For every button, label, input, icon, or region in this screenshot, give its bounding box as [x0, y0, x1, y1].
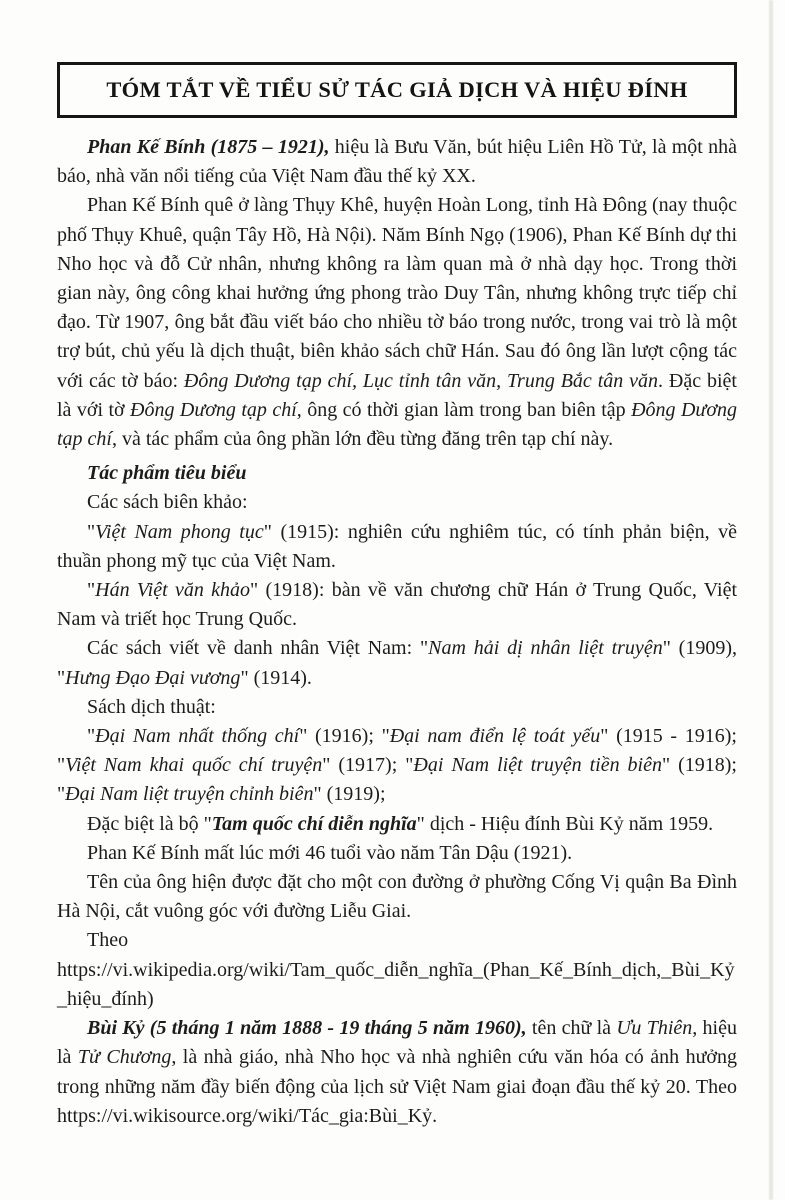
- text-run: " (1914).: [240, 666, 312, 689]
- text-run: " dịch - Hiệu đính Bùi Kỷ năm 1959.: [416, 812, 714, 835]
- text-run: Đại Nam liệt truyện chỉnh biên: [65, 783, 314, 806]
- text-run: Tên của ông hiện được đặt cho một con đường ở phường Cống Vị quận Ba Đình Hà Nội, cắt vuông góc với đường Liễu Giai.: [57, 871, 737, 923]
- text-run: Phan Kế Bính mất lúc mới 46 tuổi vào năm Tân Dậu (1921).: [87, 841, 573, 864]
- text-run: Tử Chương: [77, 1046, 172, 1069]
- text-run: ": [87, 520, 96, 543]
- text-run: ": [87, 725, 96, 748]
- text-run: Đại nam điển lệ toát yếu: [389, 725, 601, 748]
- paragraph: [57, 488, 737, 517]
- text-run: , hiệu là: [57, 1017, 737, 1069]
- section-heading: [57, 459, 737, 488]
- text-run: " (1918): bàn về văn chương chữ Hán ở Trung Quốc, Việt Nam và triết học Trung Quốc.: [57, 579, 738, 631]
- paragraph: [57, 133, 737, 191]
- text-run: Đại Nam liệt truyện tiền biên: [413, 754, 662, 777]
- text-run: Tam quốc chí diễn nghĩa: [211, 812, 417, 835]
- text-run: Tác phẩm tiêu biểu: [87, 462, 247, 485]
- paragraph: [57, 634, 737, 692]
- text-run: Hán Việt văn khảo: [95, 579, 251, 602]
- text-run: Nam hải dị nhân liệt truyện: [428, 637, 663, 660]
- paragraph: [57, 518, 737, 576]
- text-run: , và tác phẩm của ông phần lớn đều từng đăng trên tạp chí này.: [112, 428, 614, 451]
- text-run: Theo https://vi.wikipedia.org/wiki/Tam_quốc_diễn_nghĩa_(Phan_Kế_Bính_dịch,_Bùi_Kỷ_hiệu_đính): [57, 929, 735, 1010]
- text-run: , là nhà giáo, nhà Nho học và nhà nghiên cứu văn hóa có ảnh hưởng trong những năm đầy biến động của lịch sử Việt Nam giai đoạn đầu thế kỷ 20. Theo https://vi.wikisource.org/wiki/Tác_gia:Bùi_Kỷ.: [57, 1046, 738, 1127]
- paragraph: [57, 810, 737, 839]
- text-run: Phan Kế Bính (1875 – 1921),: [87, 136, 330, 158]
- paragraph: [57, 926, 737, 1014]
- paragraph: [57, 576, 737, 634]
- text-run: Ưu Thiên: [616, 1017, 693, 1040]
- text-run: " (1918); ": [57, 754, 737, 806]
- text-run: " (1916); ": [299, 725, 390, 748]
- text-run: Bùi Kỷ (5 tháng 1 năm 1888 - 19 tháng 5 năm 1960),: [87, 1017, 527, 1040]
- text-run: Phan Kế Bính quê ở làng Thụy Khê, huyện Hoàn Long, tỉnh Hà Đông (nay thuộc phố Thụy Khuê, quận Tây Hồ, Hà Nội). Năm Bính Ngọ (1906), Phan Kế Bính dự thi Nho học và đỗ Cử nhân, nhưng không ra làm quan mà ở nhà dạy học. Trong thời gian này, ông công khai hưởng ứng phong trào Duy Tân, nhưng không trực tiếp chỉ đạo. Từ 1907, ông bắt đầu viết báo cho nhiều tờ báo trong nước, trong vai trò là một trợ bút, chủ yếu là dịch thuật, biên khảo sách chữ Hán. Sau đó ông lần lượt cộng tác với các tờ báo:: [57, 194, 737, 392]
- page-title: TÓM TẮT VỀ TIỂU SỬ TÁC GIẢ DỊCH VÀ HIỆU ĐÍNH: [106, 77, 688, 102]
- text-run: tên chữ là: [526, 1017, 617, 1040]
- text-run: ": [87, 579, 96, 602]
- text-run: Đặc biệt là bộ ": [87, 812, 212, 835]
- document-body: [57, 133, 737, 1131]
- text-run: Đại Nam nhất thống chí: [95, 725, 300, 748]
- paragraph: [57, 1014, 737, 1131]
- page-edge-shadow: [769, 0, 773, 1200]
- text-run: " (1919);: [313, 783, 386, 806]
- text-run: Hưng Đạo Đại vương: [65, 666, 241, 689]
- text-run: Các sách biên khảo:: [87, 491, 248, 514]
- text-run: hiệu là Bưu Văn, bút hiệu Liên Hồ Tử, là một nhà báo, nhà văn nổi tiếng của Việt Nam đầu thế kỷ XX.: [57, 136, 737, 188]
- text-run: . Đặc biệt là với tờ: [57, 369, 737, 421]
- paragraph: [57, 839, 737, 868]
- text-run: Đông Dương tạp chí: [57, 398, 738, 451]
- text-run: , ông có thời gian làm trong ban biên tập: [296, 398, 632, 421]
- text-run: " (1909), ": [57, 637, 737, 689]
- title-box: [57, 62, 737, 118]
- text-run: " (1915): nghiên cứu nghiêm túc, có tính phản biện, về thuần phong mỹ tục của Việt Nam.: [57, 520, 737, 572]
- paragraph: [57, 868, 737, 926]
- paragraph: [57, 693, 737, 722]
- paragraph: [57, 191, 737, 454]
- text-run: Việt Nam phong tục: [95, 520, 264, 543]
- text-run: Đông Dương tạp chí, Lục tỉnh tân văn, Trung Bắc tân văn: [183, 369, 659, 392]
- text-run: Việt Nam khai quốc chí truyện: [65, 754, 323, 777]
- text-run: Đông Dương tạp chí: [130, 398, 297, 421]
- text-run: " (1915 - 1916); ": [57, 725, 737, 777]
- text-run: " (1917); ": [322, 754, 414, 777]
- text-run: Sách dịch thuật:: [87, 695, 216, 718]
- paragraph: [57, 722, 737, 810]
- text-run: Các sách viết về danh nhân Việt Nam: ": [87, 637, 429, 660]
